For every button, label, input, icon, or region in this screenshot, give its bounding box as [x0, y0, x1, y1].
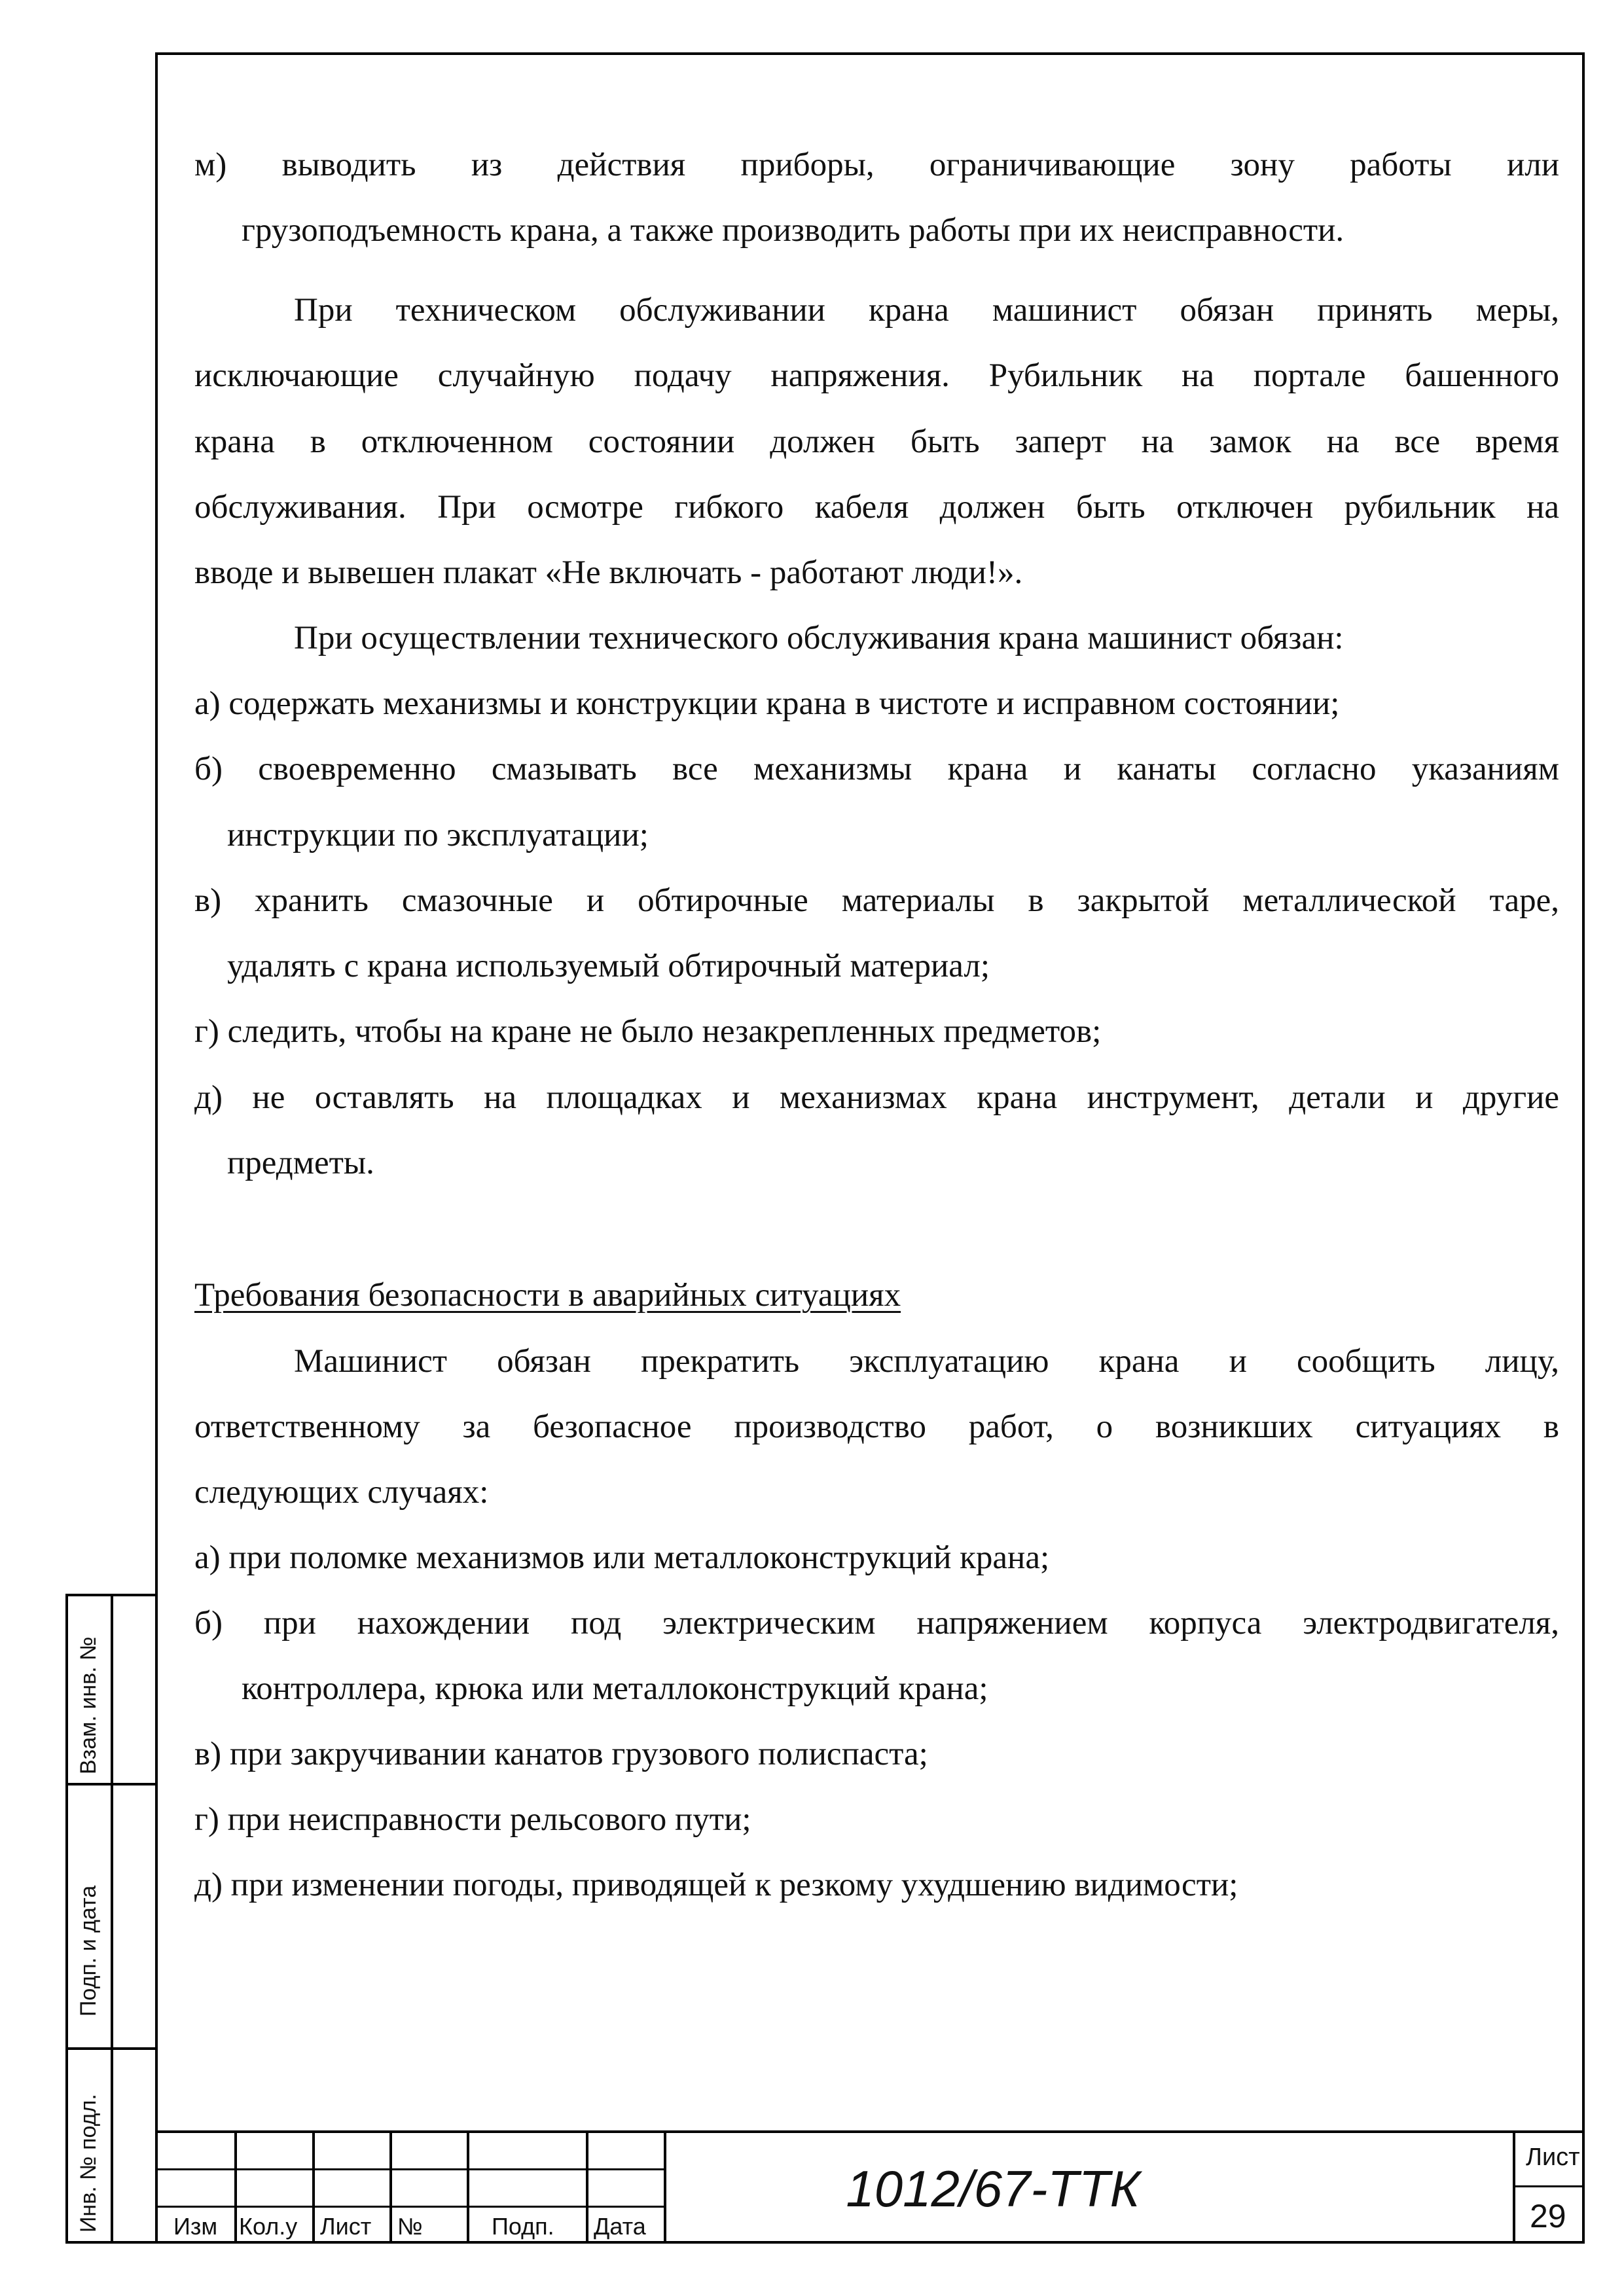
grid-col-line [389, 2130, 392, 2244]
grid-row-line [155, 2206, 666, 2208]
side-label-replacement-inv: Взам. инв. № [76, 1636, 101, 1774]
side-row-divider [68, 2047, 158, 2050]
text-line: крана в отключенном состоянии должен быть заперт на замок на все время [194, 423, 1559, 460]
list-item-continuation: инструкции по эксплуатации; [227, 817, 649, 853]
list-item: в) при закручивании канатов грузового полиспаста; [194, 1736, 928, 1772]
side-label-signature-date: Подп. и дата [76, 1885, 101, 2017]
sheet-box-left [1513, 2130, 1515, 2244]
side-label-original-inv: Инв. № подл. [76, 2094, 101, 2233]
text-line: обслуживания. При осмотре гибкого кабеля должен быть отключен рубильник на [194, 489, 1559, 526]
col-label-date: Дата [594, 2213, 646, 2240]
text-line: вводе и вывешен плакат «Не включать - работают люди!». [194, 554, 1023, 591]
grid-col-line [234, 2130, 237, 2244]
grid-col-line [586, 2130, 588, 2244]
paragraph-start: При техническом обслуживании крана машинист обязан принять меры, [294, 292, 1559, 329]
title-block-border [155, 2130, 1585, 2133]
list-item-continuation: контроллера, крюка или металлоконструкций крана; [242, 1670, 988, 1707]
title-block [155, 2130, 1585, 2244]
list-item: д) не оставлять на площадках и механизмах крана инструмент, детали и другие [194, 1079, 1559, 1116]
paragraph-start: При осуществлении технического обслуживания крана машинист обязан: [294, 620, 1344, 656]
document-code: 1012/67-ТТК [846, 2160, 1140, 2217]
list-item: г) при неисправности рельсового пути; [194, 1801, 751, 1838]
list-item: а) содержать механизмы и конструкции крана в чистоте и исправном состоянии; [194, 685, 1340, 722]
col-label-doc-number: № [397, 2213, 423, 2240]
text-line: грузоподъемность крана, а также производить работы при их неисправности. [242, 212, 1344, 249]
list-item: а) при поломке механизмов или металлоконструкций крана; [194, 1539, 1050, 1576]
text-line: ответственному за безопасное производство работ, о возникших ситуациях в [194, 1408, 1559, 1445]
list-item: в) хранить смазочные и обтирочные материалы в закрытой металлической таре, [194, 882, 1559, 919]
grid-row-line [155, 2168, 666, 2170]
col-label-sheet: Лист [320, 2213, 372, 2240]
list-item: г) следить, чтобы на кране не было незакрепленных предметов; [194, 1013, 1102, 1050]
sheet-box-line [1513, 2185, 1585, 2187]
col-label-qty: Кол.у [239, 2213, 298, 2240]
grid-col-line [312, 2130, 315, 2244]
sheet-number: 29 [1530, 2198, 1566, 2234]
text-line: исключающие случайную подачу напряжения. Рубильник на портале башенного [194, 357, 1559, 394]
text-line: м) выводить из действия приборы, ограничивающие зону работы или [194, 147, 1559, 183]
list-item: д) при изменении погоды, приводящей к резкому ухудшению видимости; [194, 1867, 1238, 1903]
col-label-change: Изм [173, 2213, 218, 2240]
side-row-divider [68, 1783, 158, 1785]
text-line: следующих случаях: [194, 1474, 489, 1511]
section-heading: Требования безопасности в аварийных ситуациях [194, 1277, 901, 1314]
sheet-label: Лист [1526, 2144, 1580, 2171]
side-column-divider [111, 1596, 113, 2241]
side-stamp-column [65, 1594, 155, 2244]
list-item: б) своевременно смазывать все механизмы крана и канаты согласно указаниям [194, 751, 1559, 787]
list-item-continuation: предметы. [227, 1145, 374, 1181]
list-item: б) при нахождении под электрическим напряжением корпуса электродвигателя, [194, 1605, 1559, 1641]
list-item-continuation: удалять с крана используемый обтирочный материал; [227, 948, 990, 984]
col-label-signature: Подп. [492, 2213, 554, 2240]
grid-col-line [467, 2130, 469, 2244]
paragraph-start: Машинист обязан прекратить эксплуатацию крана и сообщить лицу, [294, 1343, 1559, 1380]
